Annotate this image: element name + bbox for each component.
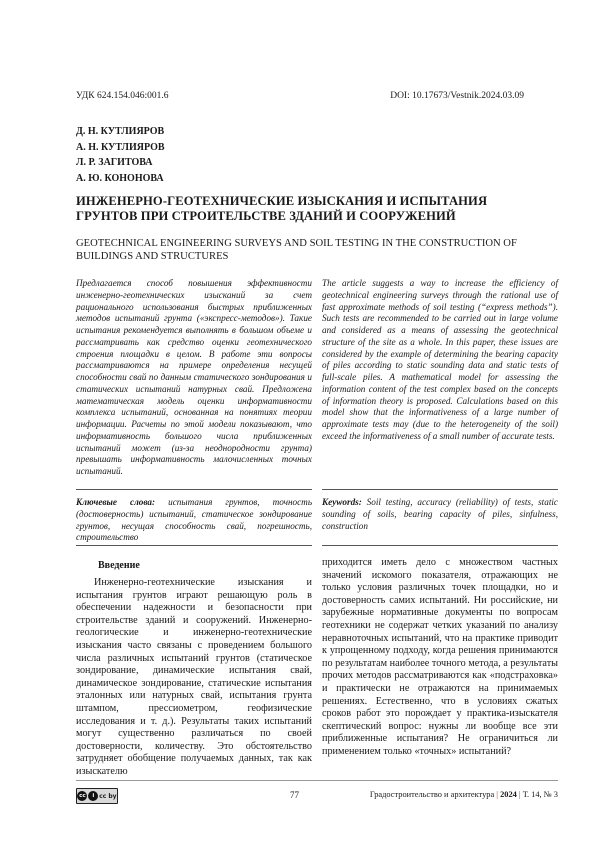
- keywords-text: испытания грунтов, точность (достоверность) испытаний, статическое зондирование грунтов, несущая способность свай, погрешность, строительство: [76, 497, 313, 543]
- abstract-english: The article suggests a way to increase the efficiency of geotechnical engineering surveys through the rational use of fast approximate methods of soil testing (“express methods”). Such tests are recommended to be carried out in large volume and considered as a means of assessing the geotechnical structure of the site as a whole. In this paper, these issues are considered by the example of determining the bearing capacity of piles according to static sounding data and static tests of full-scale piles. A mathematical model for assessing the information content of the test complex based on the concepts of information theory is proposed. Calculations based on this model show that the informativeness of a large number of approximate tests may (due to the heterogeneity of the soil) exceed the informativeness of a small number of accurate tests.: [322, 278, 558, 441]
- title-english: GEOTECHNICAL ENGINEERING SURVEYS AND SOIL TESTING IN THE CONSTRUCTION OF BUILDINGS AND STRUCTURES: [76, 238, 517, 262]
- keywords-divider-left: [76, 545, 312, 546]
- body-paragraph: Инженерно-геотехнические изыскания и испытания грунтов играют решающую роль в обеспечении надежности и безопасности при строительстве зданий и сооружений. Инженерно-геологические и инженерно-геотехнические изыскания часто связаны с проведением большого числа различных испытаний грунтов (статическое зондирование, динамические испытания свай, динамическое зондирование, статические испытания эталонных или натурных свай, испытания грунта штампом, прессиометром, геофизические исследования и т. д.). Результаты таких испытаний могут существенно различаться по своей достоверности, количеству. Это обстоятельство затрудняет обобщение получаемых данных, так как изыскателю: [76, 577, 312, 777]
- keywords-label: Keywords:: [322, 497, 362, 507]
- body-column-right: [322, 557, 558, 759]
- keywords-text: Soil testing, accuracy (reliability) of tests, static sounding of soils, bearing capacity of piles, sinfulness, construction: [322, 497, 559, 531]
- body-column-left: [76, 577, 312, 779]
- separator: |: [496, 790, 498, 799]
- author-name: Л. Р. ЗАГИТОВА: [76, 157, 153, 168]
- keywords-label: Ключевые слова:: [76, 497, 156, 507]
- doi-identifier: DOI: 10.17673/Vestnik.2024.03.09: [390, 91, 524, 101]
- separator: |: [518, 790, 521, 799]
- author-name: А. Н. КУТЛИЯРОВ: [76, 141, 165, 153]
- abstract-divider-left: [76, 489, 312, 490]
- journal-name: Градостроительство и архитектура: [369, 790, 495, 799]
- udc-code: УДК 624.154.046:001.6: [76, 91, 169, 101]
- page-number: 77: [290, 790, 299, 800]
- author-name: А. Ю. КОНОНОВА: [76, 172, 164, 184]
- journal-citation: [370, 790, 558, 799]
- journal-volume-issue: Т. 14, № 3: [522, 790, 558, 799]
- title-russian: ИНЖЕНЕРНО-ГЕОТЕХНИЧЕСКИЕ ИЗЫСКАНИЯ И ИСПЫТАНИЯ ГРУНТОВ ПРИ СТРОИТЕЛЬСТВЕ ЗДАНИЙ И СООРУЖЕНИЙ: [76, 194, 488, 223]
- journal-year: 2024: [500, 790, 517, 799]
- cc-icon: cc: [79, 793, 86, 799]
- license-label: cc by: [99, 792, 117, 800]
- abstract-russian: Предлагается способ повышения эффективности инженерно-геотехнических изысканий за счет рационального использования быстрых приближенных методов испытаний грунта («экспресс-методов»). Такие испытания рекомендуется выполнять в большом объеме и рассматривать как средство оценки геотехнического строения площадки в целом. В работе эти вопросы рассматриваются на примере определения несущей способности свай по данным статического зондирования и статических испытаний натурных свай. Предложена математическая модель оценки информативности комплекса испытаний, основанная на понятиях теории информации. Расчеты по этой модели показывают, что информативность большого числа приближенных испытаний может (из-за неоднородности грунта) превышать информативность малочисленных точных испытаний.: [76, 278, 312, 476]
- keywords-russian: [76, 497, 312, 544]
- keywords-english: [322, 497, 558, 532]
- cc-license-icon[interactable]: [76, 788, 118, 804]
- attribution-icon: i: [88, 791, 98, 801]
- author-list: [76, 124, 165, 186]
- keywords-divider-right: [322, 545, 558, 546]
- abstract-divider-right: [322, 489, 558, 490]
- author-name: Д. Н. КУТЛИЯРОВ: [76, 126, 165, 137]
- section-heading: Введение: [98, 560, 140, 571]
- footer-divider: [76, 780, 558, 781]
- body-paragraph: приходится иметь дело с множеством частных значений искомого показателя, отражающих не только условия различных точек площадки, но и достоверность самих испытаний. Ни российские, ни зарубежные нормативные документы по вопросам геотехники не содержат четких указаний по анализу неравноточных испытаний, что на практике приводит к упрощенному подходу, когда решения принимаются по результатам наиболее точного метода, а результаты прочих методов рассматриваются как «подстраховка» и практически не отражаются на принимаемых решениях. Естественно, что в условиях сжатых сроков работ это порождает у практика-изыскателя скептический вопрос: нужны ли вообще все эти приближенные испытания? Не ограничиться ли применением только «точных» испытаний?: [322, 557, 558, 757]
